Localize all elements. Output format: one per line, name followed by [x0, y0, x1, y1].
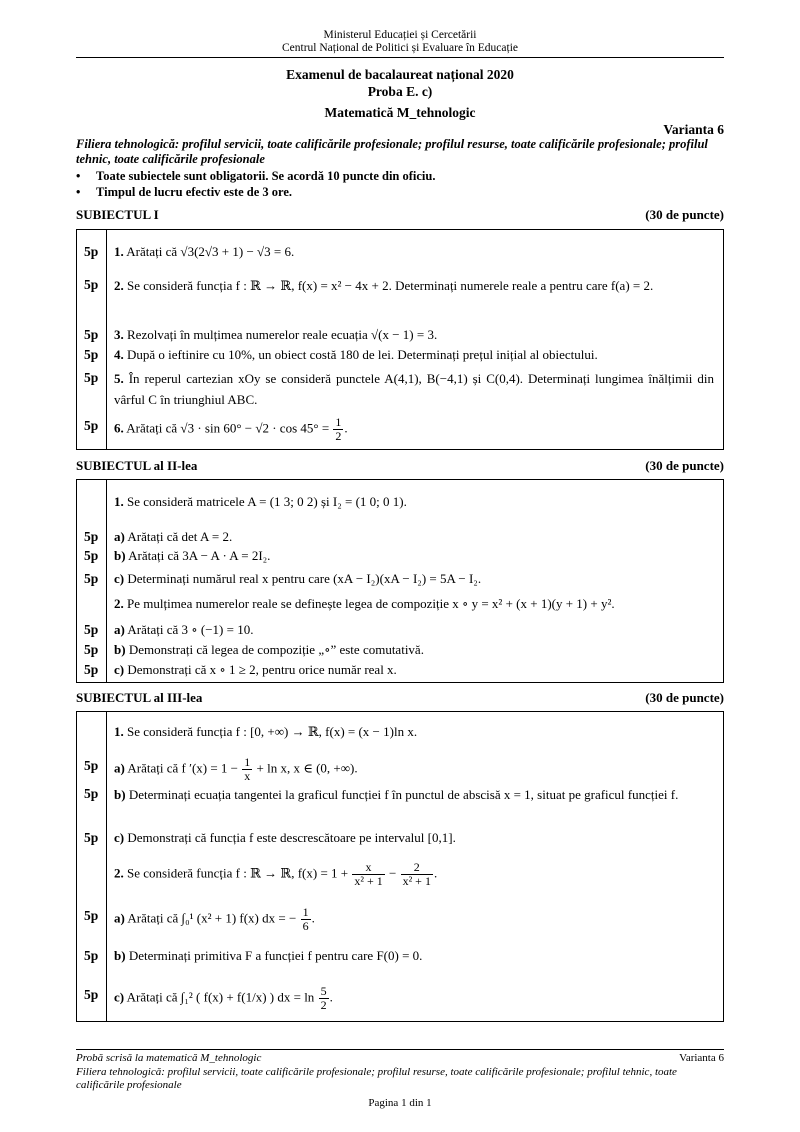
footer-rule	[76, 1049, 724, 1050]
section-2-heading: SUBIECTUL al II-lea (30 de puncte)	[76, 458, 724, 473]
exam-page: Ministerul Educației și Cercetării Centrul Național de Politici și Evaluare în Educație Examenul de bacalaureat național 2020 Proba E. c) Matematică M_tehnologic Varianta 6 Filiera tehnologică: profilul servicii, toate calificările profesionale; profilul resurse, toate calificările profesionale; profilul tehnic, toate calificările profesionale • Toate subiectele sunt obligatorii. Se acordă 10 puncte din oficiu. • Timpul de lucru efectiv este de 3 ore. SUBIECTUL I (30 de puncte) 5p 1. Arătați că √3(2√3 + 1) − √3 = 6. 5p 2. Se consideră funcția f : ℝ → ℝ, f(x) = x² − 4x + 2. Determinați numerele reale a pentru care f(a) = 2. 5p 3. Rezolvați în mulțimea numerelor reale ecuația √(x − 1) = 3. 5p 4. După o ieftinire cu 10%, un obiect costă 180 de lei. Determinați prețul inițial al obiectului. 5p 5. În reperul cartezian xOy se consideră punctele A(4,1), B(−4,1) și C(0,4). Determinați lungimea înălțimii din vârful C în triunghiul ABC. 5p 6. Arătați că √3 · sin 60° − √2 · cos 45° = $\frac{1}{2}$ . SUBIECTUL al II-lea (30 de puncte) 1. Se consideră matricele A = (1 3; 0 2) și I₂ = (1 0; 0 1). 5p a) Arătați că det A = 2. 5p b) Arătați că 3A − A · A = 2I₂. 5p c) Determinați numărul real x pentru care (xA − I₂)(xA − I₂) = 5A − I₂. 2. Pe mulțimea numerelor reale se definește legea de compoziție x ∘ y = x² + (x + 1)(y + 1) + y². 5p a) Arătați că 3 ∘ (−1) = 10. 5p b) Demonstrați că legea de compoziție „∘” este comutativă. 5p c) Demonstrați că x ∘ 1 ≥ 2, pentru orice număr real x. SUBIECTUL al III-lea (30 de puncte) 1. Se consideră funcția f : [0, +∞) → ℝ, f(x) = (x − 1)ln x. 5p a) Arătați că f ′(x) = 1 − $\frac{1}{x}$ + ln x, x ∈ (0, +∞). 5p b) Determinați ecuația tangentei la graficul funcției f în punctul de abscisă x = 1, situat pe graficul funcției f. 5p c) Demonstrați că funcția f este descrescătoare pe intervalul [0,1]. 2. Se consideră funcția f : ℝ → ℝ, f(x) = 1 + $\frac{x}{\text{x² + 1}}$ − $\frac{2}{\text{x² + 1}}$ . 5p a) Arătați că ∫₀¹ (x² + 1) f(x) dx = − $\frac{1}{6}$ . 5p b) Determinați primitiva F a funcției f pentru care F(0) = 0. 5p c) Arătați că ∫₁² ( f(x) + f(1/x) ) dx = ln $\frac{5}{2}$ . Probă scrisă la matematică M_tehnologic Varianta 6 Filiera tehnologică: profilul servicii, toate calificările profesionale; profilul resurse, toate calificările profesionale; profilul tehnic, toate calificările profesionale Pagina 1 din 1	[0, 0, 800, 1132]
section-3-heading: SUBIECTUL al III-lea (30 de puncte)	[76, 690, 724, 705]
header-rule	[76, 57, 724, 58]
footer-variant: Varianta 6	[679, 1052, 724, 1064]
bullet-time: • Timpul de lucru efectiv este de 3 ore.	[76, 185, 293, 199]
proba-title: Proba E. c)	[367, 84, 433, 99]
exam-title: Examenul de bacalaureat național 2020	[286, 67, 514, 82]
fraction: $\frac{5}{2}$	[320, 984, 327, 1012]
subject-title: Matematică M_tehnologic	[324, 105, 476, 120]
fraction: $\frac{x}{\text{x² + 1}}$	[354, 860, 383, 888]
footer-left: Probă scrisă la matematică M_tehnologic	[76, 1052, 262, 1064]
bullet-icon: •	[76, 169, 81, 183]
footer-filiera: Filiera tehnologică: profilul servicii, toate calificările profesionale; profilul resurse, toate calificările profesionale; profilul tehnic, toate calificările profesionale	[76, 1066, 677, 1091]
variant-label: Varianta 6	[663, 122, 724, 137]
center-line: Centrul Național de Politici și Evaluare în Educație	[281, 42, 518, 54]
fraction: $\frac{1}{x}$	[244, 755, 251, 783]
page-number: Pagina 1 din 1	[368, 1097, 432, 1109]
filiera-text: Filiera tehnologică: profilul servicii, toate calificările profesionale; profilul resurse, toate calificările profesionale; profilul tehnic, toate calificările profesionale	[76, 137, 708, 166]
fraction: $\frac{2}{\text{x² + 1}}$	[402, 860, 431, 888]
fraction: $\frac{1}{2}$	[335, 415, 342, 443]
ministry-line: Ministerul Educației și Cercetării	[323, 29, 477, 41]
section-1-heading: SUBIECTUL I (30 de puncte)	[76, 207, 724, 222]
fraction: $\frac{1}{6}$	[302, 905, 309, 933]
bullet-mandatory: • Toate subiectele sunt obligatorii. Se acordă 10 puncte din oficiu.	[76, 169, 436, 183]
bullet-icon: •	[76, 185, 81, 199]
